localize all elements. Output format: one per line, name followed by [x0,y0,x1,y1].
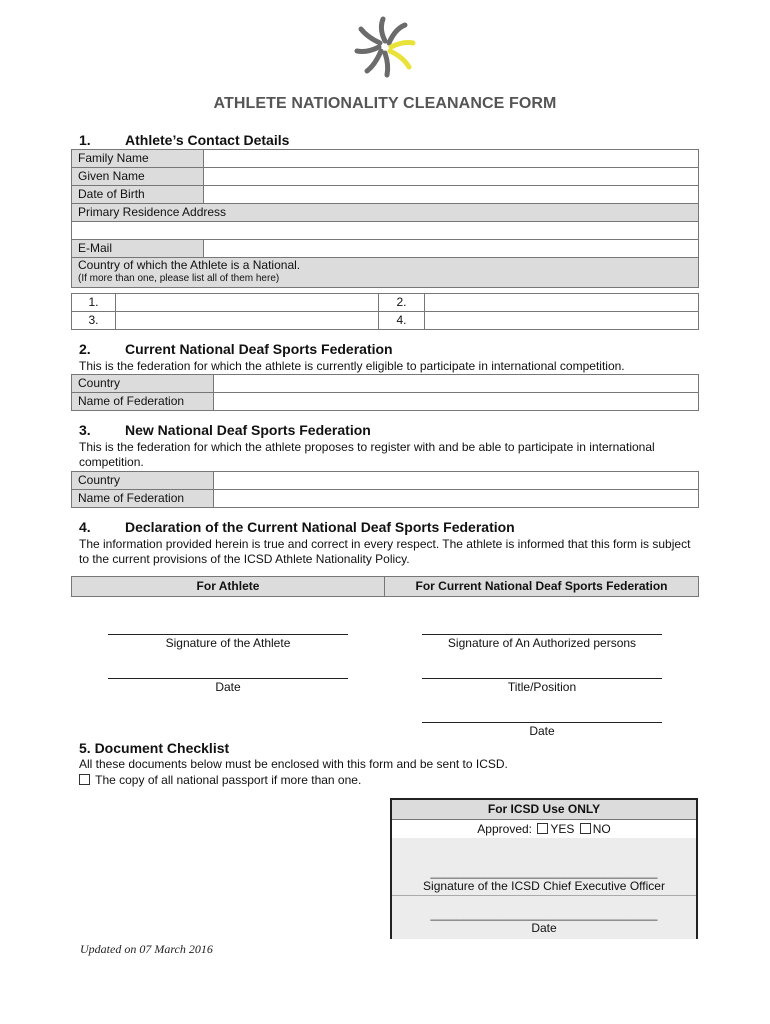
ceo-signature-caption: Signature of the ICSD Chief Executive Officer [423,879,665,893]
section1-number: 1. [79,132,91,148]
title-position-caption: Title/Position [507,680,577,694]
contact-details-table [71,149,699,288]
country-national-text: Country of which the Athlete is a National. [78,258,301,272]
ceo-signature-underline: __________________________________ [430,865,658,879]
section2-number: 2. [79,341,91,357]
new-federation-field[interactable] [214,490,699,508]
title-position-line[interactable] [422,678,662,679]
nationality-4-field[interactable] [425,312,699,330]
country-national-note: (If more than one, please list all of them here) [78,273,280,284]
federation-date-line[interactable] [422,722,662,723]
nationality-3-label: 3. [72,312,116,330]
form-title: ATHLETE NATIONALITY CLEANANCE FORM [213,95,557,112]
email-label: E-Mail [72,240,204,258]
checklist-item-passport [79,773,679,788]
current-country-field[interactable] [214,375,699,393]
section2-heading [79,341,393,357]
section4-heading [79,519,515,535]
section1-title: Athlete’s Contact Details [125,132,290,148]
country-national-label [72,258,699,288]
given-name-field[interactable] [204,168,699,186]
checklist-item-passport-label: The copy of all national passport if more than one. [95,773,362,787]
icsd-date-underline: __________________________________ [430,907,658,921]
section4-description: The information provided herein is true and correct in every respect. The athlete is informed that this form is subject to the current provisions of the ICSD Athlete Nationality Policy. [79,537,691,566]
for-athlete-header: For Athlete [72,577,385,597]
athlete-signature-caption: Signature of the Athlete [165,636,291,650]
current-federation-field[interactable] [214,393,699,411]
federation-date-caption: Date [529,724,555,738]
athlete-date-caption: Date [215,680,241,694]
ceo-signature-area[interactable] [392,838,696,896]
icsd-approval-row [392,820,696,839]
passport-checkbox[interactable] [79,774,90,785]
icsd-use-box [390,798,698,939]
nationality-2-label: 2. [379,294,425,312]
section4-title: Declaration of the Current National Deaf Sports Federation [125,519,515,535]
no-checkbox[interactable] [580,823,591,834]
new-country-field[interactable] [214,472,699,490]
section4-number: 4. [79,519,91,535]
nationality-4-label: 4. [379,312,425,330]
current-federation-table [71,374,699,411]
no-label: NO [592,822,611,836]
for-federation-header: For Current National Deaf Sports Federation [385,577,699,597]
authorized-signature-line[interactable] [422,634,662,635]
email-field[interactable] [204,240,699,258]
dob-label: Date of Birth [72,186,204,204]
approved-label: Approved: [477,822,532,836]
section2-description: This is the federation for which the athlete is currently eligible to participate in international competition. [79,359,625,373]
section5-heading: 5. Document Checklist [79,740,230,756]
icsd-date-caption: Date [531,921,557,935]
section3-number: 3. [79,422,91,438]
declaration-header-table [71,576,699,597]
section2-title: Current National Deaf Sports Federation [125,341,393,357]
section3-description: This is the federation for which the athlete proposes to register with and be able to participate in international competition. [79,440,655,469]
section1-heading [79,132,289,148]
address-label: Primary Residence Address [72,204,699,222]
icsd-box-header: For ICSD Use ONLY [392,800,696,820]
family-name-field[interactable] [204,150,699,168]
new-federation-table [71,471,699,508]
footer-updated-date: Updated on 07 March 2016 [80,942,213,956]
section3-title: New National Deaf Sports Federation [125,422,371,438]
new-country-label: Country [72,472,214,490]
address-field[interactable] [72,222,699,240]
icsd-date-area[interactable] [392,896,696,939]
athlete-signature-line[interactable] [108,634,348,635]
current-federation-label: Name of Federation [72,393,214,411]
athlete-date-line[interactable] [108,678,348,679]
section3-heading [79,422,371,438]
current-country-label: Country [72,375,214,393]
nationality-1-label: 1. [72,294,116,312]
yes-label: YES [550,822,575,836]
nationality-1-field[interactable] [116,294,379,312]
icsd-logo-icon [352,14,418,80]
family-name-label: Family Name [72,150,204,168]
nationality-3-field[interactable] [116,312,379,330]
section5-description: All these documents below must be enclosed with this form and be sent to ICSD. [79,757,508,771]
new-federation-label: Name of Federation [72,490,214,508]
yes-checkbox[interactable] [537,823,548,834]
nationality-2-field[interactable] [425,294,699,312]
authorized-signature-caption: Signature of An Authorized persons [447,636,637,650]
nationality-list-table [71,293,699,330]
dob-field[interactable] [204,186,699,204]
given-name-label: Given Name [72,168,204,186]
